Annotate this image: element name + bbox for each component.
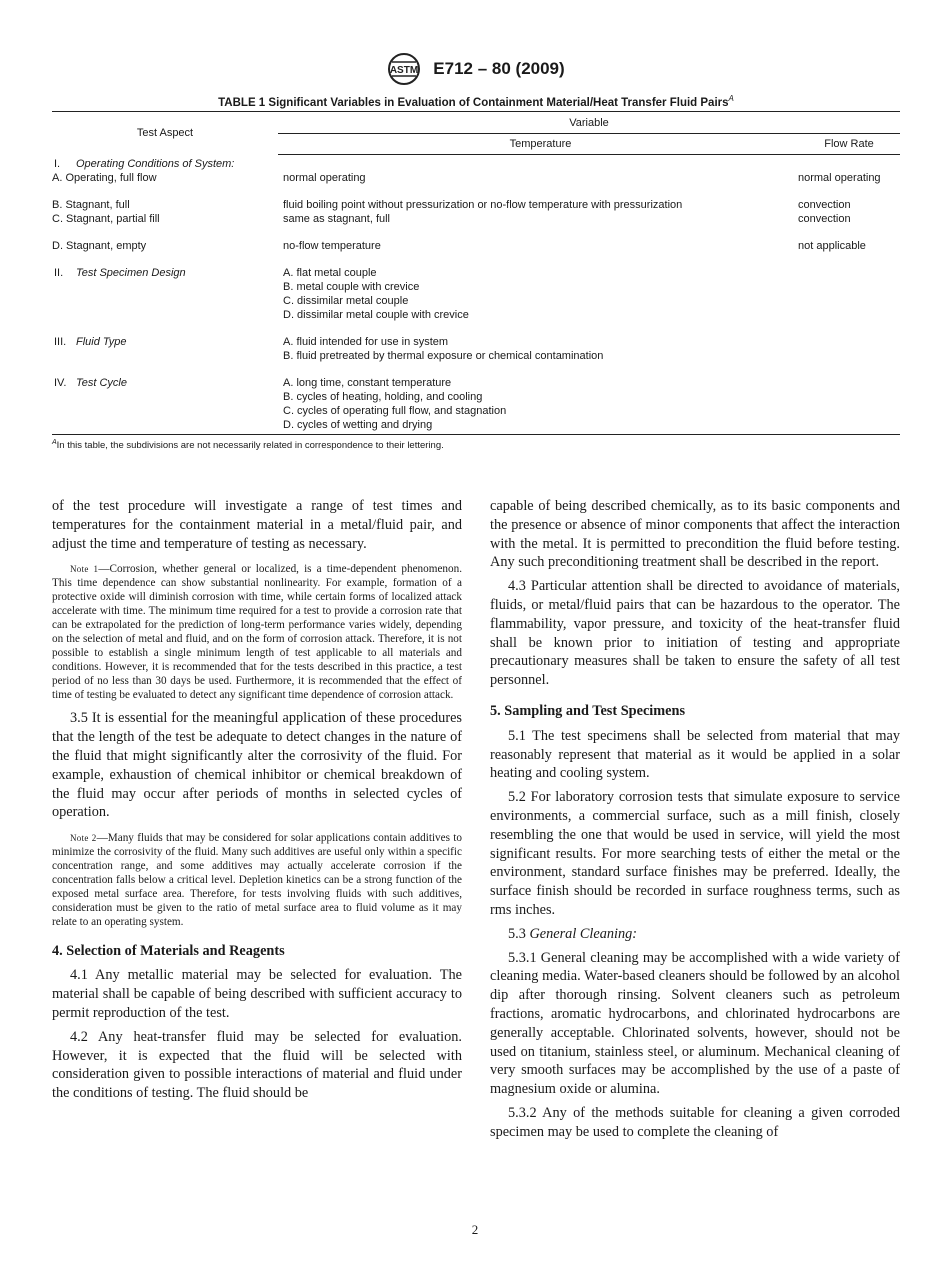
paragraph-4-1: 4.1 Any metallic material may be selected for evaluation. The material shall be capable of being described with sufficient accuracy to permit reproduction of the test. (52, 967, 462, 1021)
col-header-temperature: Temperature (278, 134, 798, 155)
temperature-cell: B. cycles of heating, holding, and cooling (283, 391, 483, 403)
variables-table (52, 111, 900, 435)
paragraph-title: General Cleaning: (529, 925, 638, 942)
temperature-cell: no-flow temperature (283, 240, 381, 252)
temperature-cell: D. dissimilar metal couple with crevice (283, 309, 469, 321)
paragraph-number: 5.3 (508, 925, 526, 942)
table-row (52, 335, 900, 349)
table-row (52, 212, 900, 226)
table-row (52, 390, 900, 404)
paragraph-5-3-2: 5.3.2 Any of the methods suitable for cleaning a given corroded specimen may be used to complete the cleaning of (490, 1104, 900, 1140)
astm-logo-text: ASTM (390, 65, 419, 76)
row-number: III. (54, 336, 67, 348)
note-text: —Corrosion, whether general or localized, is a time-dependent phenomenon. This time dependence can show substantial nonlinearity. For example, formation of a protective oxide will diminish corrosion with time, while certain forms of localized attack accelerate with time. The minimum time required for a test to provide a corrosion rate that can be extrapolated for the prediction of long-term performance varies widely, depending on the selection of metal and fluid, and on the form of corrosion attack. Therefore, it is not possible to establish a single minimum length of test applicable to all materials and conditions. However, it is recommended that for the tests described in this practice, a test period of no less than 30 days be used. Furthermore, it is recommended that the effect of time of testing be evaluated to detect any significant time dependence of corrosion attack. (52, 563, 462, 701)
temperature-cell: A. fluid intended for use in system (283, 336, 449, 348)
section-label: Test Specimen Design (76, 267, 186, 279)
table-row (52, 418, 900, 432)
note-2 (52, 832, 462, 929)
temperature-cell: B. fluid pretreated by thermal exposure or chemical contamination (283, 350, 604, 362)
table-caption-text: TABLE 1 Significant Variables in Evaluation of Containment Material/Heat Transfer Fluid Pairs (218, 96, 729, 109)
table-container (52, 111, 900, 451)
table-row (52, 308, 900, 322)
table-row (52, 171, 900, 185)
table-row (52, 239, 900, 253)
section-label: Operating Conditions of System: (76, 158, 235, 170)
row-number: II. (54, 267, 64, 279)
temperature-cell: A. long time, constant temperature (283, 377, 452, 389)
paragraph-continuation: of the test procedure will investigate a range of test times and temperatures for the containment material in a metal/fluid pair, and adjust the time and temperature of testing as necessary. (52, 498, 462, 552)
row-label: C. Stagnant, partial fill (52, 213, 160, 225)
table-caption-footnote-marker: A (728, 94, 734, 103)
section-label: Fluid Type (76, 336, 127, 348)
table-row (52, 404, 900, 418)
row-label: B. Stagnant, full (52, 199, 130, 211)
temperature-cell: normal operating (283, 172, 366, 184)
table-footnote (52, 439, 900, 451)
paragraph-5-2: 5.2 For laboratory corrosion tests that simulate exposure to service environments, a commercial surface, such as a mill finish, closely resembling the one that would be used in service, will yield the most significant results. For more searching tests of either the metal or the environment, standard surface finishes may be preferred. Ideally, the surface finish should be recorded in surface roughness terms, such as rms inches. (490, 789, 900, 918)
temperature-cell: C. dissimilar metal couple (283, 295, 409, 307)
page-header (0, 52, 950, 86)
col-header-variable: Variable (278, 112, 900, 134)
paragraph-continuation: capable of being described chemically, as to its basic components and the presence or absence of minor components that affect the interaction with the metal. It is permitted to precondition the fluid before testing. Any such preconditioning treatment shall be described in the report. (490, 498, 900, 571)
row-number: IV. (54, 377, 67, 389)
table-caption (52, 94, 900, 109)
table-row (52, 376, 900, 390)
page-number: 2 (471, 1222, 479, 1237)
note-1 (52, 563, 462, 702)
paragraph-5-3 (490, 925, 900, 944)
section-label: Test Cycle (76, 377, 127, 389)
section-5-heading: 5. Sampling and Test Specimens (490, 702, 686, 719)
paragraph-4-2: 4.2 Any heat-transfer fluid may be selected for evaluation. However, it is expected that the fluid will be selected with consideration given to possible interactions of material and fluid under the conditions of testing. The fluid should be (52, 1028, 462, 1102)
table-row (52, 349, 900, 363)
note-text: —Many fluids that may be considered for solar applications contain additives to minimize the corrosivity of the fluid. Many such additives are useful only within a specific concentration range, and some additives may actually accelerate corrosion if the concentration falls below a critical level. Depletion kinetics can be a strong function of the exposed metal surface area. Therefore, for tests involving fluids with such additives, consideration must be given to the ratio of metal surface area to fluid volume as it may relate to an operating system. (52, 832, 463, 928)
temperature-cell: D. cycles of wetting and drying (283, 419, 433, 431)
flow-rate-cell: normal operating (798, 172, 881, 184)
table-row (52, 198, 900, 212)
row-label: D. Stagnant, empty (52, 240, 147, 252)
astm-logo-icon (385, 52, 423, 86)
paragraph-3-5: 3.5 It is essential for the meaningful application of these procedures that the length of the test be adequate to detect changes in the nature of the fluid that might significantly alter the corrosivity of the fluid. For example, exhaustion of chemical inhibitor or chemical breakdown of the fluid may occur after periods of months in selected cycles of operation. (52, 710, 462, 821)
right-column (490, 497, 900, 1147)
temperature-cell: A. flat metal couple (283, 267, 377, 279)
note-label: Note 2 (70, 833, 97, 844)
row-label: A. Operating, full flow (52, 172, 157, 184)
col-header-test-aspect: Test Aspect (52, 112, 278, 155)
note-label: Note 1 (70, 564, 99, 575)
temperature-cell: B. metal couple with crevice (283, 281, 420, 293)
footnote-marker: A (52, 439, 57, 446)
flow-rate-cell: convection (798, 199, 851, 211)
paragraph-5-1: 5.1 The test specimens shall be selected from material that may reasonably represent that material as it would be applied in a solar heating and cooling system. (490, 727, 900, 782)
footnote-text: In this table, the subdivisions are not necessarily related in correspondence to their lettering. (56, 440, 444, 452)
table-row (52, 157, 900, 171)
document-designation: E712 – 80 (2009) (433, 59, 565, 78)
temperature-cell: C. cycles of operating full flow, and stagnation (283, 405, 507, 417)
flow-rate-cell: not applicable (798, 240, 866, 252)
table-row (52, 280, 900, 294)
temperature-cell: fluid boiling point without pressurization or no-flow temperature with pressurization (283, 199, 683, 211)
paragraph-5-3-1: 5.3.1 General cleaning may be accomplished with a wide variety of cleaning media. Water-based cleaners should be followed by an alcohol dip after thorough rinsing. Solvent cleaners such as petroleum fractions, aromatic hydrocarbons, and chlorinated hydrocarbons are generally acceptable. Chlorinated solvents, however, should not be used on titanium, stainless steel, or aluminum. Mechanical cleaning of very smooth surfaces may be accomplished by the use of a paste of magnesium oxide or alumina. (490, 949, 900, 1098)
paragraph-4-3: 4.3 Particular attention shall be directed to avoidance of materials, fluids, or metal/fluid pairs that can be hazardous to the operator. The flammability, vapor pressure, and toxicity of the heat-transfer fluid shall be known prior to initiation of testing and appropriate precautionary measures shall be taken to ensure the safety of all test personnel. (490, 578, 900, 689)
section-4-heading: 4. Selection of Materials and Reagents (52, 942, 285, 959)
flow-rate-cell: convection (798, 213, 851, 225)
table-row (52, 266, 900, 280)
row-number: I. (54, 158, 61, 170)
temperature-cell: same as stagnant, full (283, 213, 391, 225)
col-header-flow-rate: Flow Rate (798, 134, 900, 155)
table-row (52, 294, 900, 308)
left-column (52, 497, 462, 1108)
